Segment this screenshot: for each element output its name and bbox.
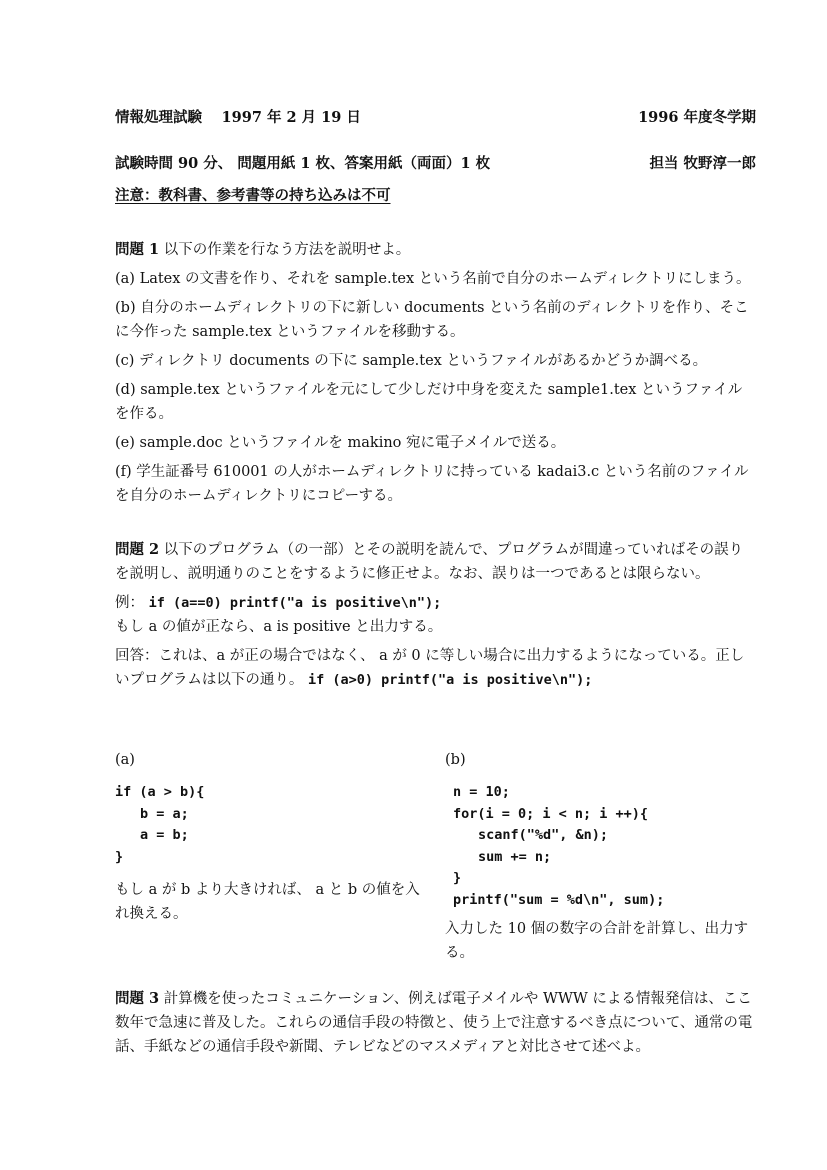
question-1 xyxy=(115,238,756,508)
q1-item-f: (f) 学生証番号 610001 の人がホームディレクトリに持っている kadai3.c という名前のファイルを自分のホームディレクトリにコピーする。 xyxy=(115,464,749,504)
q1-heading: 問題 1 xyxy=(115,241,160,258)
q2-prompt-block xyxy=(115,538,756,586)
instructor: 担当 牧野淳一郎 xyxy=(649,155,756,172)
part-b-label: (b) xyxy=(445,752,466,768)
q2-answer-block xyxy=(115,644,756,692)
q2-example-code: if (a==0) printf("a is positive\n"); xyxy=(148,595,442,611)
q2-prompt: 以下のプログラム（の一部）とその説明を読んで、プログラムが間違っていればその誤りを説明し、説明通りのことをするように修正せよ。なお、誤りは一つであるとは限らない。 xyxy=(115,542,744,582)
term: 1996 年度冬学期 xyxy=(638,109,756,126)
notice: 注意：教科書、参考書等の持ち込みは不可 xyxy=(115,187,391,204)
q3-heading: 問題 3 xyxy=(115,990,160,1007)
code-line: } xyxy=(115,848,124,865)
q2-answer-code: if (a>0) printf("a is positive\n"); xyxy=(307,672,593,688)
q2-parts xyxy=(115,748,756,965)
q1-item-c: (c) ディレクトリ documents の下に sample.tex というファイルがあるかどうか調べる。 xyxy=(115,353,708,369)
code-line: printf("sum = %d\n", sum); xyxy=(453,891,665,908)
notice-row xyxy=(115,184,756,208)
code-line: n = 10; xyxy=(453,784,510,800)
exam-title: 情報処理試験 1997 年 2 月 19 日 xyxy=(115,109,361,126)
q1-item-d: (d) sample.tex というファイルを元にして少しだけ中身を変えた sample1.tex というファイルを作る。 xyxy=(115,382,743,422)
part-a-desc: もし a が b より大きければ、 a と b の値を入れ換える。 xyxy=(115,882,420,922)
q2-example-label: 例： xyxy=(115,595,144,611)
code-line: for(i = 0; i < n; i ++){ xyxy=(453,805,649,822)
code-line: if (a > b){ xyxy=(115,784,205,800)
part-a-label: (a) xyxy=(115,752,135,768)
q3-prompt: 計算機を使ったコミュニケーション、例えば電子メイルや WWW による情報発信は、ここ数年で急速に普及した。これらの通信手段の特徴と、使う上で注意するべき点について、通常の電話、手紙などの通信手段や新聞、テレビなどのマスメディアと対比させて述べよ。 xyxy=(115,991,753,1055)
code-line: a = b; xyxy=(140,827,189,843)
header-row-1 xyxy=(115,106,756,130)
code-line: scanf("%d", &n); xyxy=(478,827,609,843)
q2-heading: 問題 2 xyxy=(115,541,160,558)
q1-prompt-line xyxy=(115,238,756,262)
q1-item-b: (b) 自分のホームディレクトリの下に新しい documents という名前のディレクトリを作り、そこに今作った sample.tex というファイルを移動する。 xyxy=(115,300,749,340)
q2-answer-text: 回答：これは、a が正の場合ではなく、 a が 0 に等しい場合に出力するようになっている。正しいプログラムは以下の通り。 xyxy=(115,648,745,688)
q2-example-line xyxy=(115,591,756,615)
code-line: b = a; xyxy=(140,805,189,822)
q1-prompt: 以下の作業を行なう方法を説明せよ。 xyxy=(163,242,411,258)
q2-part-b xyxy=(445,748,756,965)
code-line: sum += n; xyxy=(478,848,552,865)
q2-example-desc: もし a の値が正なら、a is positive と出力する。 xyxy=(115,619,443,635)
header-row-2 xyxy=(115,152,756,176)
part-a-code xyxy=(115,782,445,868)
question-2 xyxy=(115,538,756,965)
exam-info: 試験時間 90 分、 問題用紙 1 枚、答案用紙（両面）1 枚 xyxy=(115,155,491,172)
exam-page xyxy=(115,106,756,1059)
question-3 xyxy=(115,987,756,1059)
q1-item-a: (a) Latex の文書を作り、それを sample.tex という名前で自分のホームディレクトリにしまう。 xyxy=(115,271,751,287)
q2-part-a xyxy=(115,748,445,965)
part-b-code xyxy=(445,782,756,911)
code-line: } xyxy=(453,870,462,886)
part-b-desc: 入力した 10 個の数字の合計を計算し、出力する。 xyxy=(445,921,749,961)
q1-item-e: (e) sample.doc というファイルを makino 宛に電子メイルで送る。 xyxy=(115,435,566,451)
